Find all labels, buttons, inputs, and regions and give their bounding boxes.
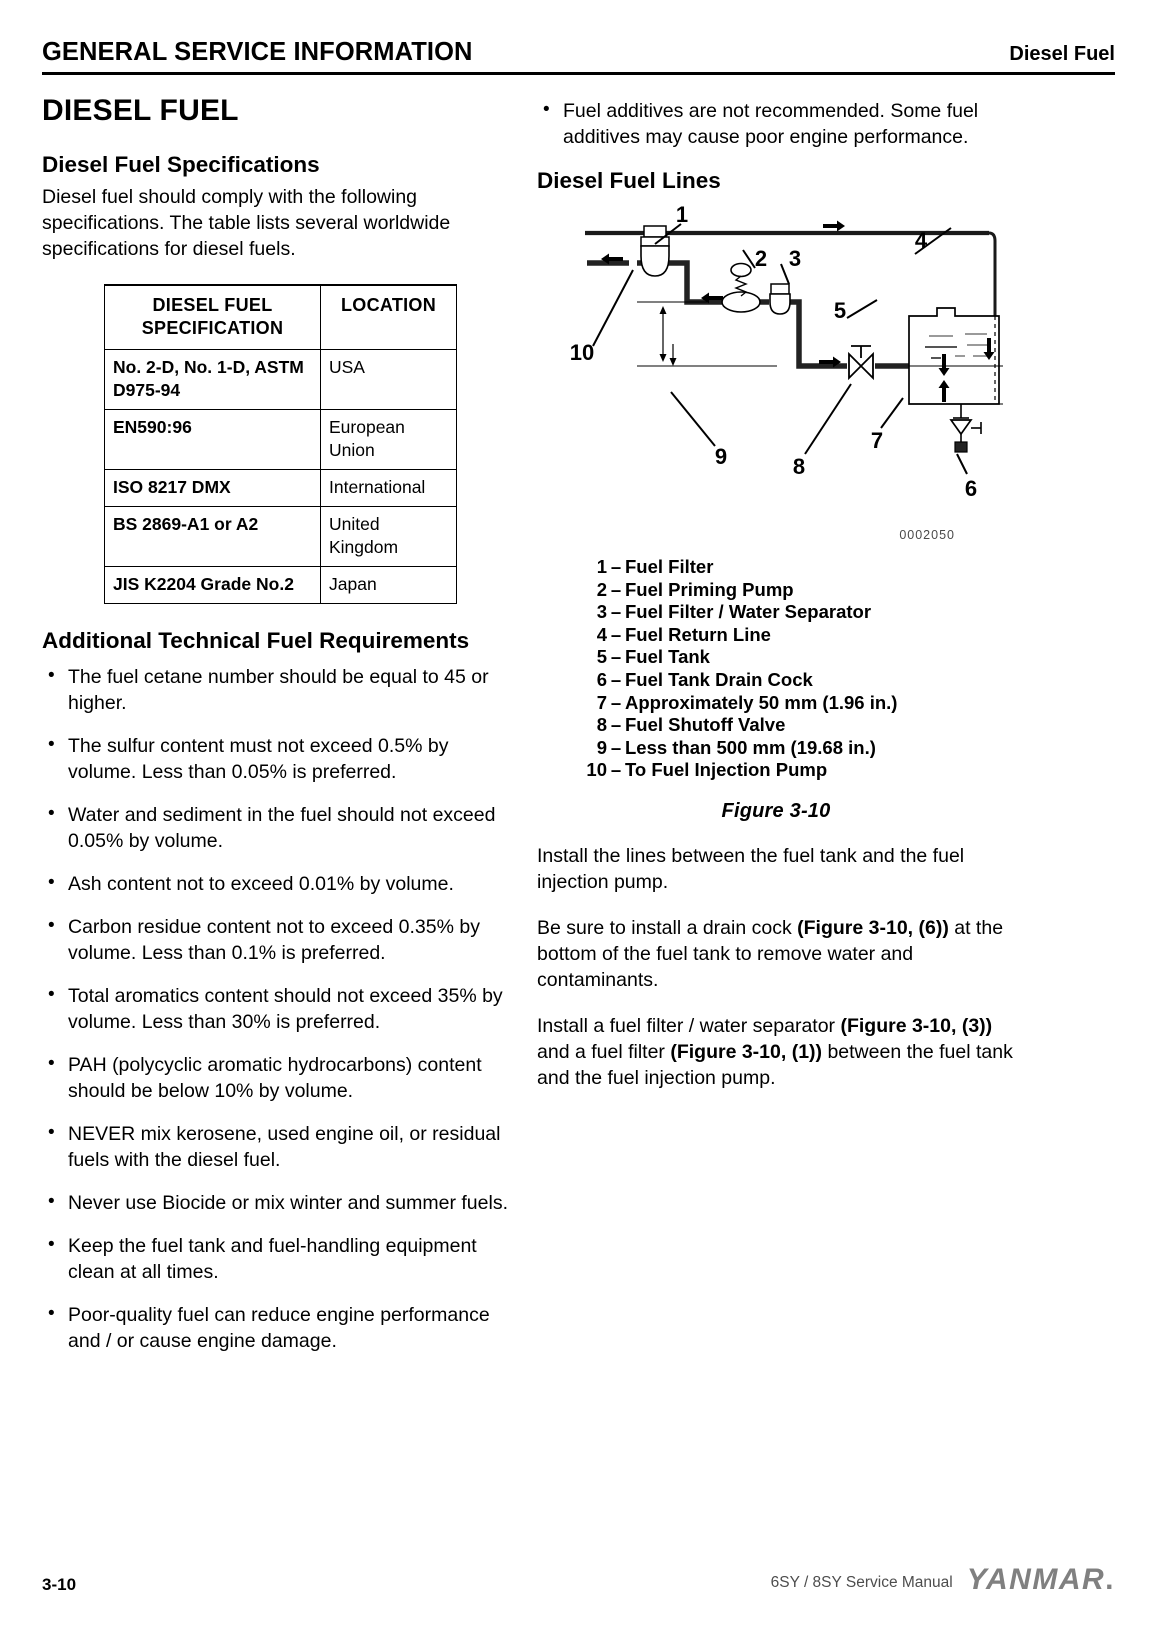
cell-specification: BS 2869-A1 or A2 [105,507,321,567]
legend-item [579,692,1015,715]
leader-6 [957,454,967,474]
page-title: DIESEL FUEL [42,94,239,127]
para3-text-1: Install a fuel filter / water separator [537,1014,841,1037]
legend-item [579,669,1015,692]
paragraph-install-lines: Install the lines between the fuel tank and the fuel injection pump. [537,844,965,893]
fuel-tank-drain-cock-symbol [951,404,981,452]
cell-location: USA [321,350,457,410]
legend-number: 5 [596,646,607,668]
callout-8: 8 [792,454,806,479]
para3-figure-ref-1: (Figure 3-10, (3)) [840,1014,993,1037]
water-separator-symbol [770,284,790,314]
footer-manual-name: 6SY / 8SY Service Manual [770,1574,953,1591]
figure-legend [579,556,1015,782]
fuel-shutoff-valve-symbol [849,346,873,378]
continued-requirements-list [537,98,1015,150]
diesel-fuel-spec-table [104,284,457,604]
paragraph-drain-cock [537,915,1015,993]
callout-10: 10 [569,340,595,365]
footer-page-number: 3-10 [42,1575,77,1594]
fuel-line-figure [537,206,1015,823]
callout-5: 5 [833,298,847,323]
legend-number: 3 [596,601,607,623]
flow-arrow-return [823,221,845,232]
fuel-line-diagram [537,206,1015,536]
list-item: • PAH (polycyclic aromatic hydrocarbons) content should be below 10% by volume. [42,1052,512,1104]
supply-line-step-1 [675,263,699,302]
legend-label: Fuel Shutoff Valve [625,714,786,736]
list-item: • Keep the fuel tank and fuel-handling equipment clean at all times. [42,1233,512,1285]
header-section-title: GENERAL SERVICE INFORMATION [42,38,473,66]
cell-specification: JIS K2204 Grade No.2 [105,567,321,604]
paragraph-filter-separator [537,1013,1015,1091]
legend-item [579,624,1015,647]
left-column [42,88,512,1354]
para2-text-1: Be sure to install a drain cock [537,916,798,939]
figure-caption: Figure 3-10 [721,799,831,822]
para3-figure-ref-2: (Figure 3-10, (1)) [670,1040,823,1063]
legend-number: 6 [596,668,607,690]
legend-number: 9 [596,736,607,758]
leader-9 [671,392,715,446]
cell-specification: No. 2-D, No. 1-D, ASTM D975-94 [105,350,321,410]
cell-location: Japan [321,567,457,604]
spec-table-wrapper [104,284,456,604]
callout-3: 3 [788,246,802,271]
yanmar-wordmark: YANMAR [966,1563,1106,1596]
legend-dash: – [610,578,622,600]
col-header-specification-line1: DIESEL FUEL [152,295,273,315]
cell-location: International [321,470,457,507]
list-item: • Water and sediment in the fuel should not exceed 0.05% by volume. [42,802,512,854]
table-row [105,410,457,470]
table-header-row [105,285,457,350]
para3-text-3: between the fuel tank and the fuel injection pump. [537,1040,1013,1089]
para2-figure-ref: (Figure 3-10, (6)) [797,916,949,939]
legend-dash: – [610,714,622,736]
page-header [42,38,1115,67]
intro-paragraph: Diesel fuel should comply with the following specifications. The table lists several worldwide specifications for diesel fuels. [42,186,451,260]
table-row [105,350,457,410]
legend-item [579,759,1015,782]
cell-location: United Kingdom [321,507,457,567]
legend-label: Fuel Priming Pump [625,578,794,600]
spec-table-head [105,285,457,350]
legend-item [579,601,1015,624]
legend-item [579,714,1015,737]
legend-number: 4 [596,623,607,645]
heading-diesel-fuel-lines: Diesel Fuel Lines [537,168,721,193]
legend-dash: – [610,668,622,690]
legend-dash: – [610,556,622,577]
footer-right-group [771,1565,1115,1595]
callout-6: 6 [964,476,978,501]
fuel-filter-symbol [641,226,669,276]
legend-number: 1 [596,556,607,577]
legend-dash: – [610,623,622,645]
leader-7 [881,398,903,428]
legend-dash: – [610,601,622,623]
heading-additional-technical-fuel-requirements: Additional Technical Fuel Requirements [42,628,470,653]
list-item: • Carbon residue content not to exceed 0.35% by volume. Less than 0.1% is preferred. [42,914,512,966]
callout-4: 4 [914,228,928,253]
header-divider [42,72,1115,75]
legend-label: To Fuel Injection Pump [625,759,828,781]
list-item: • The sulfur content must not exceed 0.5% by volume. Less than 0.05% is preferred. [42,733,512,785]
header-topic-title: Diesel Fuel [1009,43,1115,65]
callout-7: 7 [870,428,884,453]
cell-location: European Union [321,410,457,470]
col-header-specification [105,285,321,350]
list-item: • Fuel additives are not recommended. Some fuel additives may cause poor engine performance. [537,98,1015,150]
spec-table-body [105,350,457,604]
callout-1: 1 [675,206,689,227]
legend-label: Fuel Filter [625,556,714,577]
legend-label: Fuel Tank Drain Cock [625,668,813,690]
table-row [105,470,457,507]
cell-specification: EN590:96 [105,410,321,470]
leader-10 [593,270,633,346]
legend-label: Approximately 50 mm (1.96 in.) [625,691,898,713]
callout-9: 9 [714,444,728,469]
legend-dash: – [610,736,622,758]
list-item: • Poor-quality fuel can reduce engine performance and / or cause engine damage. [42,1302,512,1354]
legend-item [579,556,1015,579]
leader-8 [805,384,851,454]
legend-item [579,579,1015,602]
legend-label: Fuel Tank [625,646,710,668]
supply-line-step-2 [789,302,809,366]
legend-item [579,737,1015,760]
para2-text-2: at the bottom of the fuel tank to remove water and contaminants. [537,916,1004,991]
legend-label: Less than 500 mm (19.68 in.) [625,736,876,758]
table-row [105,567,457,604]
legend-item [579,646,1015,669]
fuel-requirements-list [42,664,512,1354]
table-row [105,507,457,567]
legend-number: 10 [586,759,607,781]
col-header-specification-line2: SPECIFICATION [141,318,284,338]
para3-text-2: and a fuel filter [537,1040,671,1063]
heading-diesel-fuel-specifications: Diesel Fuel Specifications [42,152,320,177]
list-item: • The fuel cetane number should be equal to 45 or higher. [42,664,512,716]
yanmar-logo-dot: . [1105,1563,1115,1596]
legend-number: 2 [596,578,607,600]
list-item: • Ash content not to exceed 0.01% by volume. [42,871,512,897]
legend-number: 8 [596,714,607,736]
drawing-number: 0002050 [899,528,955,542]
legend-dash: – [610,691,622,713]
list-item: • Total aromatics content should not exceed 35% by volume. Less than 30% is preferred. [42,983,512,1035]
leader-3 [781,264,789,284]
list-item: • NEVER mix kerosene, used engine oil, or residual fuels with the diesel fuel. [42,1121,512,1173]
dimension-9-lines [637,302,777,366]
legend-number: 7 [596,691,607,713]
legend-label: Fuel Return Line [625,623,771,645]
yanmar-logo [967,1565,1115,1595]
legend-label: Fuel Filter / Water Separator [625,601,872,623]
page-footer [42,1565,1115,1595]
legend-dash: – [610,759,622,781]
callout-2: 2 [754,246,768,271]
col-header-location: LOCATION [321,285,457,350]
leader-5 [847,300,877,318]
cell-specification: ISO 8217 DMX [105,470,321,507]
right-column [537,88,1015,1091]
list-item: • Never use Biocide or mix winter and summer fuels. [42,1190,512,1216]
legend-dash: – [610,646,622,668]
